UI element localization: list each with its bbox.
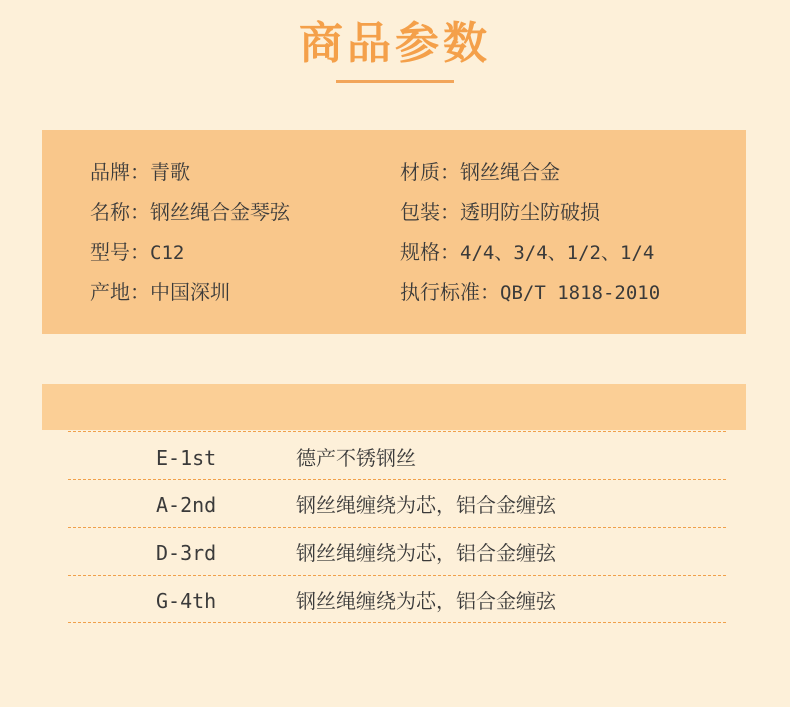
string-desc: 钢丝绳缠绕为芯，铝合金缠弦 <box>296 541 556 565</box>
row-divider <box>68 527 726 528</box>
param-material <box>400 158 560 186</box>
param-name-label: 名称： <box>90 200 150 224</box>
param-name-value: 钢丝绳合金琴弦 <box>150 200 290 224</box>
param-model-value: C12 <box>150 242 185 264</box>
param-spec-value: 4/4、3/4、1/2、1/4 <box>460 242 655 264</box>
string-name: D-3rd <box>156 541 217 565</box>
title-underline <box>336 80 454 83</box>
param-brand-label: 品牌： <box>90 160 150 184</box>
param-name <box>90 198 290 226</box>
param-model <box>90 238 184 267</box>
row-divider <box>68 575 726 576</box>
param-standard-label: 执行标准： <box>400 280 500 304</box>
string-desc: 德产不锈钢丝 <box>296 446 416 470</box>
param-brand-value: 青歌 <box>150 160 190 184</box>
param-origin-value: 中国深圳 <box>150 280 230 304</box>
row-divider <box>68 479 726 480</box>
string-name: G-4th <box>156 589 217 613</box>
param-origin <box>90 278 230 306</box>
string-desc: 钢丝绳缠绕为芯，铝合金缠弦 <box>296 589 556 613</box>
param-package <box>400 198 600 226</box>
string-name: A-2nd <box>156 493 217 517</box>
param-brand <box>90 158 190 186</box>
param-material-value: 钢丝绳合金 <box>460 160 560 184</box>
string-name: E-1st <box>156 446 217 470</box>
page-title: 商品参数 <box>299 18 491 69</box>
string-desc: 钢丝绳缠绕为芯，铝合金缠弦 <box>296 493 556 517</box>
param-spec-label: 规格： <box>400 240 460 264</box>
param-standard <box>400 278 660 307</box>
param-origin-label: 产地： <box>90 280 150 304</box>
param-package-label: 包装： <box>400 200 460 224</box>
param-package-value: 透明防尘防破损 <box>460 200 600 224</box>
strings-table-header <box>42 384 746 430</box>
param-material-label: 材质： <box>400 160 460 184</box>
row-divider <box>68 431 726 432</box>
row-divider <box>68 622 726 623</box>
param-standard-value: QB/T 1818-2010 <box>500 282 661 304</box>
param-spec <box>400 238 654 267</box>
param-model-label: 型号： <box>90 240 150 264</box>
